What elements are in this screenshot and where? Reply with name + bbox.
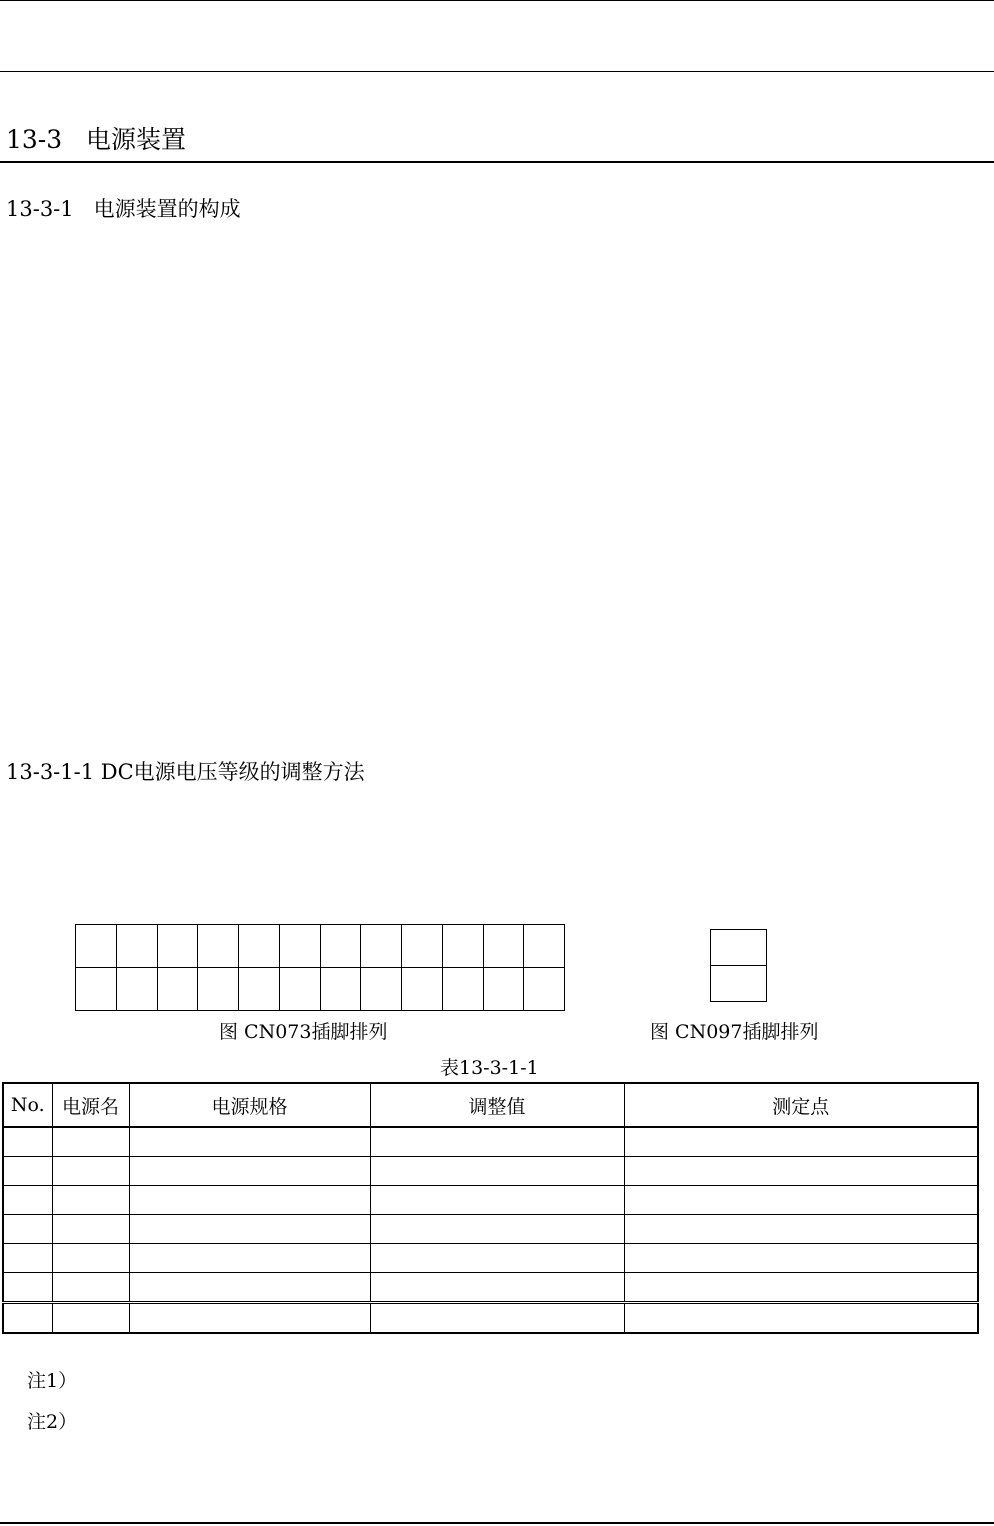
table-cell	[3, 1215, 52, 1244]
pin-cell	[76, 925, 117, 968]
table-cell	[624, 1273, 978, 1303]
cn097-caption: 图 CN097插脚排列	[650, 1021, 819, 1043]
pin-cell	[157, 925, 198, 968]
pin-cell	[279, 925, 320, 968]
pin-cell	[116, 925, 157, 968]
header-measure-point: 测定点	[624, 1083, 978, 1127]
table-caption: 表13-3-1-1	[440, 1057, 539, 1079]
table-cell	[129, 1273, 370, 1303]
table-cell	[370, 1244, 624, 1273]
pin-cell	[239, 925, 280, 968]
pin-cell	[361, 968, 402, 1011]
table-row	[3, 1273, 978, 1303]
pin-row	[76, 925, 565, 968]
power-spec-table	[2, 1082, 979, 1334]
table-cell	[129, 1157, 370, 1186]
pin-cell	[442, 968, 483, 1011]
table-cell	[52, 1303, 129, 1334]
pin-cell	[157, 968, 198, 1011]
pin-cell	[402, 968, 443, 1011]
pin-cell	[711, 966, 767, 1002]
table-cell	[624, 1127, 978, 1157]
table-cell	[3, 1186, 52, 1215]
pin-cell	[239, 968, 280, 1011]
header-rule	[0, 71, 994, 72]
table-cell	[370, 1127, 624, 1157]
note-2: 注2）	[27, 1411, 78, 1433]
subsection-heading: 13-3-1 电源装置的构成	[6, 197, 241, 221]
subsubsection-heading: 13-3-1-1 DC电源电压等级的调整方法	[6, 760, 365, 784]
table-cell	[3, 1273, 52, 1303]
table-cell	[624, 1186, 978, 1215]
top-border-line	[0, 0, 994, 1]
header-no: No.	[3, 1083, 52, 1127]
pin-cell	[524, 925, 565, 968]
pin-cell	[483, 925, 524, 968]
table-cell	[129, 1303, 370, 1334]
section-heading: 13-3 电源装置	[6, 125, 187, 154]
pin-row	[711, 930, 767, 966]
pin-cell	[198, 925, 239, 968]
pin-cell	[320, 925, 361, 968]
pin-cell	[198, 968, 239, 1011]
table-cell	[370, 1215, 624, 1244]
table-cell	[52, 1244, 129, 1273]
section-heading-underline	[0, 161, 994, 163]
pin-row	[711, 966, 767, 1002]
table-cell	[52, 1215, 129, 1244]
table-row	[3, 1244, 978, 1273]
pin-cell	[524, 968, 565, 1011]
table-cell	[129, 1215, 370, 1244]
table-cell	[3, 1157, 52, 1186]
table-cell	[624, 1244, 978, 1273]
table-cell	[624, 1215, 978, 1244]
pin-cell	[711, 930, 767, 966]
cn073-caption: 图 CN073插脚排列	[219, 1021, 388, 1043]
table-cell	[52, 1186, 129, 1215]
table-row	[3, 1186, 978, 1215]
table-cell	[52, 1157, 129, 1186]
table-row	[3, 1127, 978, 1157]
table-cell	[129, 1127, 370, 1157]
table-cell	[52, 1273, 129, 1303]
table-cell	[370, 1186, 624, 1215]
pin-cell	[402, 925, 443, 968]
pin-cell	[320, 968, 361, 1011]
table-cell	[624, 1157, 978, 1186]
note-1: 注1）	[27, 1370, 78, 1392]
pin-cell	[116, 968, 157, 1011]
pin-cell	[76, 968, 117, 1011]
table-cell	[370, 1273, 624, 1303]
header-power-name: 电源名	[52, 1083, 129, 1127]
cn073-pin-grid	[75, 924, 565, 1011]
table-row	[3, 1303, 978, 1334]
table-cell	[3, 1127, 52, 1157]
table-row	[3, 1215, 978, 1244]
pin-cell	[279, 968, 320, 1011]
table-cell	[3, 1244, 52, 1273]
table-cell	[52, 1127, 129, 1157]
header-power-spec: 电源规格	[129, 1083, 370, 1127]
pin-cell	[483, 968, 524, 1011]
table-header-row	[3, 1083, 978, 1127]
table-row	[3, 1157, 978, 1186]
table-cell	[370, 1303, 624, 1334]
footer-rule	[0, 1522, 994, 1524]
header-adjust-value: 调整值	[370, 1083, 624, 1127]
table-cell	[129, 1186, 370, 1215]
table-cell	[370, 1157, 624, 1186]
pin-row	[76, 968, 565, 1011]
table-cell	[129, 1244, 370, 1273]
cn097-pin-grid	[710, 929, 767, 1002]
pin-cell	[442, 925, 483, 968]
table-cell	[624, 1303, 978, 1334]
table-cell	[3, 1303, 52, 1334]
pin-cell	[361, 925, 402, 968]
